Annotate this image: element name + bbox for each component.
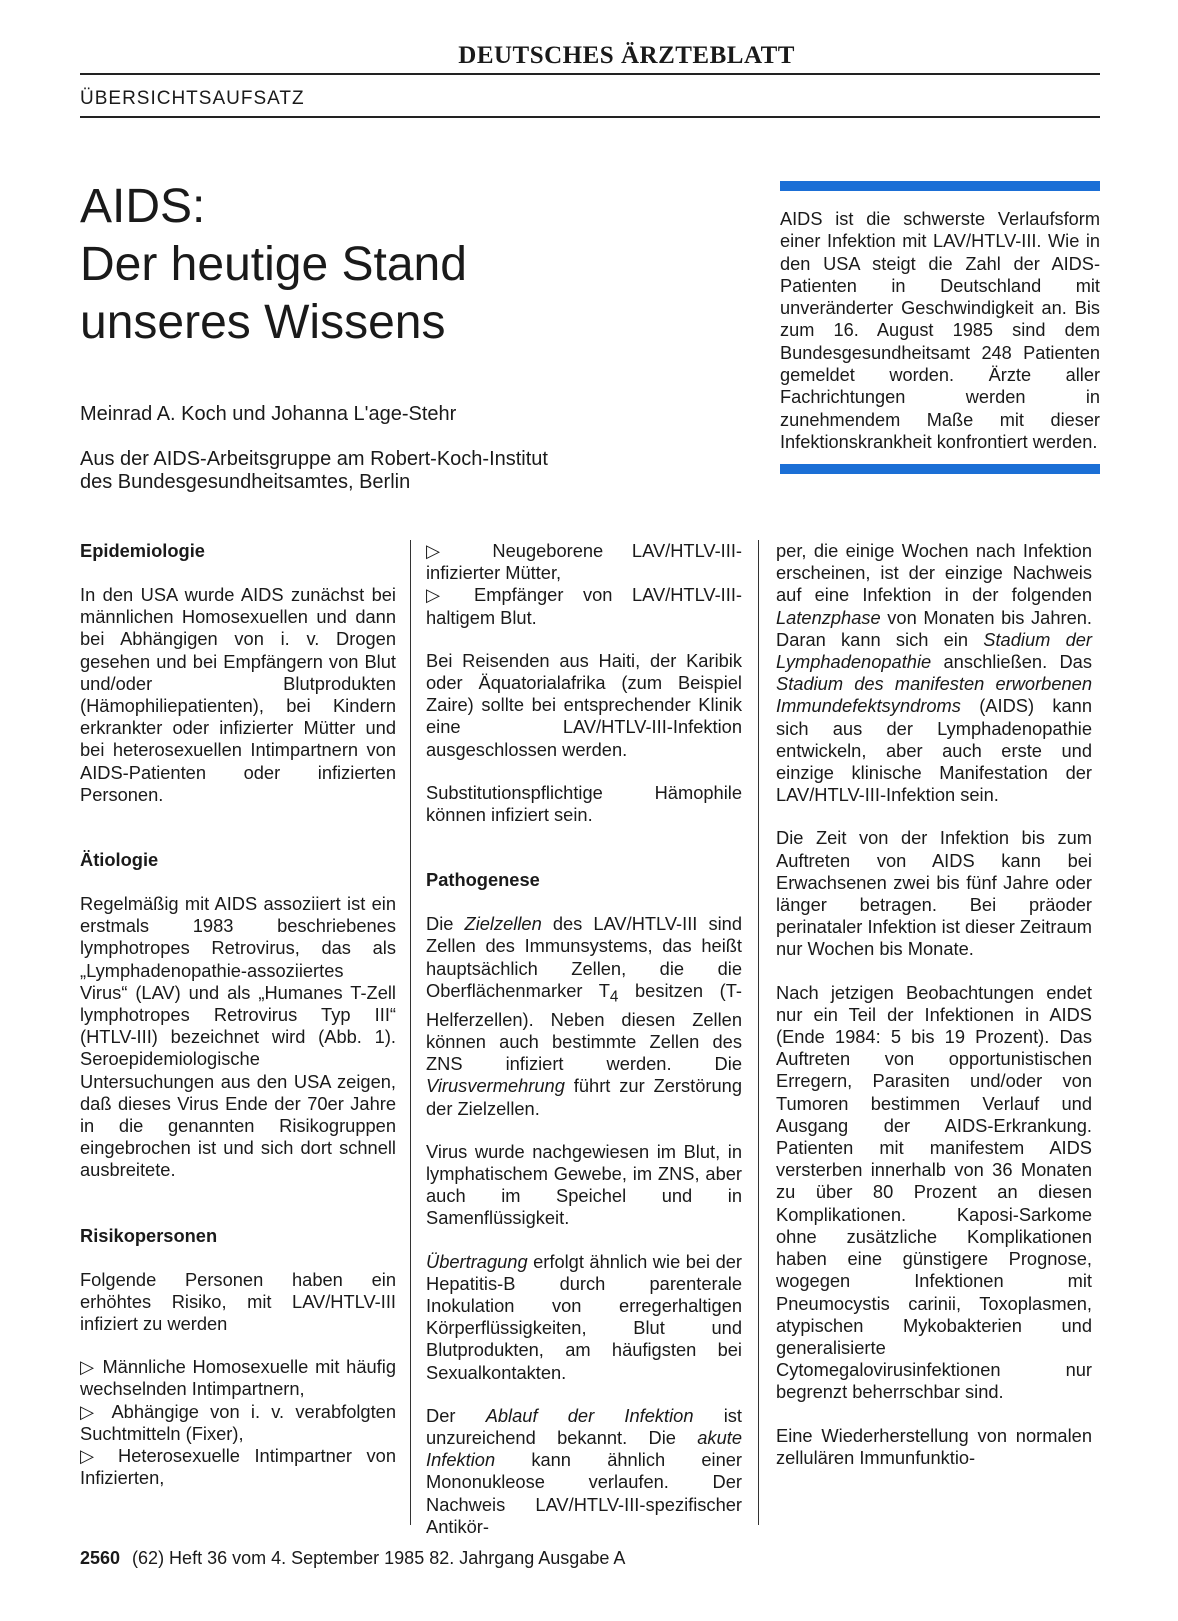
text-run: kann ähnlich einer Mononukleose verlaufen. Der Nachweis LAV/HTLV-III-spezifischer Antikör- bbox=[426, 1449, 742, 1537]
heading-pathogenese: Pathogenese bbox=[426, 869, 540, 891]
page-number: 2560 bbox=[80, 1548, 121, 1568]
heading-aetiologie: Ätiologie bbox=[80, 849, 159, 871]
text-run: besitzen (T-Helferzellen). Neben diesen Zellen können auch bestimmte Zellen des ZNS infiziert werden. Die bbox=[426, 979, 742, 1075]
risk-list-item: ▷ Heterosexuelle Intimpartner von Infizierten, bbox=[80, 1445, 396, 1489]
column-3 bbox=[776, 540, 1092, 1490]
text-run: von Monaten bis Jahren. Daran kann sich ein bbox=[776, 606, 1092, 650]
article-title bbox=[80, 178, 640, 352]
emphasis: Zielzellen bbox=[464, 913, 542, 935]
column-1 bbox=[80, 540, 396, 1511]
emphasis: Übertragung bbox=[426, 1250, 528, 1272]
emphasis: Virusvermehrung bbox=[426, 1075, 565, 1097]
abstract-bottom-bar bbox=[780, 464, 1100, 474]
abstract: AIDS ist die schwerste Verlaufsform einer Infektion mit LAV/HTLV-III. Wie in den USA steigt die Zahl der AIDS-Patienten in Deutschland mit unveränderter Geschwindigkeit an. Bis zum 16. August 1985 sind dem Bundesgesundheitsamt 248 Patienten gemeldet worden. Ärzte aller Fachrichtungen werden in zunehmendem Maße mit dieser Infektionskrankheit konfrontiert werden. bbox=[780, 209, 1100, 452]
emphasis: Ablauf der Infektion bbox=[485, 1404, 694, 1426]
risk-list-continued bbox=[426, 540, 742, 629]
paragraph-risikopersonen: Folgende Personen haben ein erhöhtes Risiko, mit LAV/HTLV-III infiziert zu werden bbox=[80, 1268, 396, 1335]
emphasis: akute Infektion bbox=[426, 1426, 742, 1471]
heading-risikopersonen: Risikopersonen bbox=[80, 1224, 218, 1246]
abstract-top-bar bbox=[780, 181, 1100, 191]
issue-info: (62) Heft 36 vom 4. September 1985 82. Jahrgang Ausgabe A bbox=[132, 1548, 626, 1568]
spacer bbox=[426, 847, 742, 869]
paragraph-epidemiologie: In den USA wurde AIDS zunächst bei männlichen Homosexuellen und dann bei Abhängigen von i. v. Drogen gesehen und bei Empfängern von Blut und/oder Blutprodukten (Hämophiliepatienten), bei Kindern erkrankter oder infizierter Mütter und bei heterosexuellen Intimpartnern von AIDS-Patienten oder infizierten Personen. bbox=[80, 584, 396, 805]
column-divider bbox=[758, 540, 759, 1525]
text-run: anschließen. Das bbox=[931, 651, 1092, 673]
column-2 bbox=[426, 540, 742, 1559]
emphasis: Stadium des manifesten erworbenen Immundefektsyndroms bbox=[776, 673, 1092, 717]
risk-list-item: ▷ Abhängige von i. v. verabfolgten Suchtmitteln (Fixer), bbox=[80, 1401, 396, 1445]
title-line: unseres Wissens bbox=[80, 296, 446, 349]
paragraph-wiederherstellung: Eine Wiederherstellung von normalen zellulären Immunfunktio- bbox=[776, 1424, 1092, 1468]
text-run: Der bbox=[426, 1404, 486, 1426]
subscript: 4 bbox=[609, 988, 619, 1006]
risk-list-item: ▷ Empfänger von LAV/HTLV-III-haltigem Blut. bbox=[426, 584, 742, 628]
paragraph-ablauf bbox=[426, 1405, 742, 1538]
risk-list-item: ▷ Neugeborene LAV/HTLV-III-infizierter Mütter, bbox=[426, 540, 742, 584]
text-run: ist unzureichend bekannt. Die bbox=[426, 1404, 742, 1448]
paragraph-zeit: Die Zeit von der Infektion bis zum Auftreten von AIDS kann bei Erwachsenen zwei bis fünf Jahre oder länger betragen. Bei präoder perinataler Infektion ist dieser Zeitraum nur Wochen bis Monate. bbox=[776, 827, 1093, 960]
text-run: des LAV/HTLV-III sind Zellen des Immunsystems, das heißt hauptsächlich Zellen, die die Oberflächenmarker T bbox=[426, 913, 743, 1001]
risk-list-item: ▷ Männliche Homosexuelle mit häufig wechselnden Intimpartnern, bbox=[80, 1356, 396, 1400]
section-rule bbox=[80, 116, 1100, 118]
risk-list bbox=[80, 1356, 396, 1489]
masthead-rule bbox=[80, 73, 1100, 75]
paragraph-verlauf bbox=[776, 540, 1092, 806]
spacer bbox=[80, 827, 396, 849]
page-footer bbox=[80, 1548, 625, 1569]
text-run: per, die einige Wochen nach Infektion erscheinen, ist der einzige Nachweis auf eine Infektion in der folgenden bbox=[776, 540, 1092, 606]
paragraph-haemophile: Substitutionspflichtige Hämophile können infiziert sein. bbox=[426, 781, 742, 826]
text-run: erfolgt ähnlich wie bei der Hepatitis-B durch parenterale Inokulation von erregerhaltigen Körperflüssigkeiten, Blut und Blutprodukten, am häufigsten bei Sexualkontakten. bbox=[426, 1250, 742, 1383]
authors: Meinrad A. Koch und Johanna L'age-Stehr bbox=[80, 403, 457, 425]
section-label: ÜBERSICHTSAUFSATZ bbox=[80, 88, 305, 109]
affiliation-line: des Bundesgesundheitsamtes, Berlin bbox=[80, 471, 411, 493]
affiliation bbox=[80, 448, 700, 494]
spacer bbox=[80, 1203, 396, 1225]
title-line: Der heutige Stand bbox=[80, 238, 467, 291]
text-run: Die bbox=[426, 913, 465, 935]
title-line: AIDS: bbox=[80, 180, 206, 233]
paragraph-uebertragung bbox=[426, 1251, 742, 1384]
column-divider bbox=[410, 540, 411, 1525]
emphasis: Latenzphase bbox=[776, 606, 881, 628]
affiliation-line: Aus der AIDS-Arbeitsgruppe am Robert-Koch-Institut bbox=[80, 448, 548, 470]
heading-epidemiologie: Epidemiologie bbox=[80, 540, 205, 561]
paragraph-virus: Virus wurde nachgewiesen im Blut, in lymphatischem Gewebe, im ZNS, aber auch im Speichel und in Samenflüssigkeit. bbox=[426, 1140, 742, 1229]
text-run: (AIDS) kann sich aus der Lymphadenopathie entwickeln, aber auch erste und einzige klinische Manifestation der LAV/HTLV-III-Infektion sein. bbox=[776, 695, 1092, 806]
paragraph-reisende: Bei Reisenden aus Haiti, der Karibik oder Äquatorialafrika (zum Beispiel Zaire) sollte bei entsprechender Klinik eine LAV/HTLV-III-Infektion ausgeschlossen werden. bbox=[426, 649, 742, 760]
paragraph-beobachtungen: Nach jetzigen Beobachtungen endet nur ein Teil der Infektionen in AIDS (Ende 1984: 5 bis 19 Prozent). Das Auftreten von opportunistischen Erregern, Parasiten und/oder von Tumoren bestimmen Verlauf und Ausgang der AIDS-Erkrankung. Patienten mit manifestem AIDS versterben innerhalb von 36 Monaten zu über 80 Prozent an diesen Komplikationen. Kaposi-Sarkome ohne zusätzliche Komplikationen haben eine günstigere Prognose, wogegen Infektionen mit Pneumocystis carinii, Toxoplasmen, atypischen Mykobakterien und generalisierte Cytomegalovirusinfektionen nur begrenzt beherrschbar sind. bbox=[776, 981, 1092, 1403]
paragraph-aetiologie: Regelmäßig mit AIDS assoziiert ist ein erstmals 1983 beschriebenes lymphotropes Retrovirus, das als „Lymphadenopathie-assoziiertes Virus“ (LAV) und als „Humanes T-Zell lymphotropes Retrovirus Typ III“ (HTLV-III) bezeichnet wird (Abb. 1). Seroepidemiologische Untersuchungen aus den USA zeigen, daß dieses Virus Ende der 70er Jahre in die genannten Risikogruppen eingebrochen ist und sich dort schnell ausbreitete. bbox=[80, 893, 396, 1181]
journal-name: DEUTSCHES ÄRZTEBLATT bbox=[458, 42, 795, 69]
paragraph-zielzellen bbox=[426, 913, 742, 1119]
text-run: führt zur Zerstörung der Zielzellen. bbox=[426, 1075, 742, 1119]
emphasis: Stadium der Lymphadenopathie bbox=[776, 628, 1092, 673]
